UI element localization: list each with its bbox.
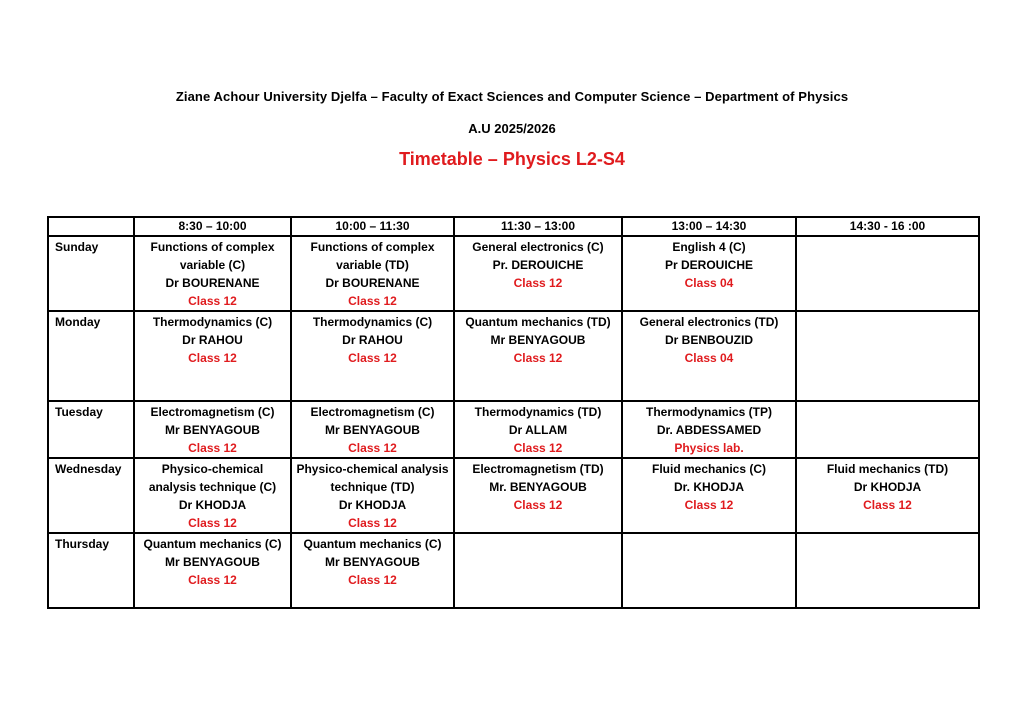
course-cell: [454, 401, 622, 458]
course-title: Thermodynamics (C): [312, 315, 433, 329]
course-cell: [796, 458, 979, 533]
course-title: Thermodynamics (TP): [645, 405, 773, 419]
teacher-name: Mr BENYAGOUB: [165, 555, 260, 569]
course-title: Electromagnetism (C): [310, 405, 435, 419]
teacher-name: Dr. ABDESSAMED: [656, 423, 762, 437]
course-title: Functions of complex variable (TD): [310, 240, 435, 272]
course-title: Thermodynamics (C): [152, 315, 273, 329]
course-cell: [291, 311, 454, 401]
table-row: [48, 236, 979, 311]
course-title: General electronics (TD): [639, 315, 779, 329]
course-title: Quantum mechanics (TD): [465, 315, 611, 329]
room-label: Class 12: [348, 516, 397, 530]
teacher-name: Pr. DEROUICHE: [492, 258, 584, 272]
room-label: Physics lab.: [674, 441, 744, 455]
room-label: Class 12: [188, 573, 237, 587]
course-cell: [622, 311, 796, 401]
course-title: General electronics (C): [472, 240, 604, 254]
course-cell: [454, 311, 622, 401]
room-label: Class 04: [684, 351, 734, 365]
course-cell: [291, 236, 454, 311]
room-label: Class 12: [188, 294, 237, 308]
empty-cell: [454, 533, 622, 608]
room-label: Class 12: [348, 441, 397, 455]
teacher-name: Mr BENYAGOUB: [325, 423, 420, 437]
room-label: Class 12: [188, 441, 237, 455]
corner-cell: [48, 217, 134, 236]
university-header: Ziane Achour University Djelfa – Faculty of Exact Sciences and Computer Science – Department of Physics: [175, 89, 849, 104]
course-title: Electromagnetism (TD): [472, 462, 604, 476]
course-title: Physico-chemical analysis technique (C): [148, 462, 277, 494]
timetable-body: [48, 236, 979, 608]
course-cell: [291, 458, 454, 533]
room-label: Class 04: [684, 276, 734, 290]
empty-cell: [796, 236, 979, 311]
room-label: Class 12: [348, 351, 397, 365]
room-label: Class 12: [513, 276, 563, 290]
teacher-name: Dr. KHODJA: [673, 480, 744, 494]
course-title: Fluid mechanics (C): [651, 462, 767, 476]
day-label: Tuesday: [48, 401, 134, 458]
course-title: Functions of complex variable (C): [150, 240, 275, 272]
course-title: English 4 (C): [672, 240, 746, 254]
time-slot-header: 11:30 – 13:00: [454, 217, 622, 236]
day-label: Wednesday: [48, 458, 134, 533]
table-row: [48, 533, 979, 608]
course-cell: [622, 236, 796, 311]
teacher-name: Dr BENBOUZID: [664, 333, 753, 347]
course-cell: [291, 533, 454, 608]
course-cell: [454, 236, 622, 311]
room-label: Class 12: [348, 294, 397, 308]
empty-cell: [796, 311, 979, 401]
teacher-name: Pr DEROUICHE: [664, 258, 753, 272]
teacher-name: Dr BOURENANE: [325, 276, 420, 290]
course-title: Thermodynamics (TD): [474, 405, 602, 419]
room-label: Class 12: [513, 351, 563, 365]
course-cell: [622, 401, 796, 458]
table-row: [48, 401, 979, 458]
teacher-name: Mr BENYAGOUB: [165, 423, 260, 437]
course-title: Electromagnetism (C): [150, 405, 275, 419]
course-cell: [291, 401, 454, 458]
teacher-name: Dr RAHOU: [342, 333, 403, 347]
room-label: Class 12: [513, 498, 563, 512]
room-label: Class 12: [188, 351, 237, 365]
teacher-name: Mr BENYAGOUB: [325, 555, 420, 569]
time-slot-header: 10:00 – 11:30: [291, 217, 454, 236]
table-row: [48, 458, 979, 533]
timetable: [47, 216, 980, 609]
course-cell: [134, 533, 291, 608]
teacher-name: Dr KHODJA: [853, 480, 922, 494]
time-slot-header: 13:00 – 14:30: [622, 217, 796, 236]
course-cell: [134, 401, 291, 458]
teacher-name: Mr. BENYAGOUB: [489, 480, 587, 494]
course-cell: [134, 236, 291, 311]
teacher-name: Dr BOURENANE: [165, 276, 260, 290]
timetable-title: Timetable – Physics L2-S4: [399, 149, 625, 169]
academic-year: A.U 2025/2026: [468, 121, 556, 136]
day-label: Monday: [48, 311, 134, 401]
teacher-name: Dr KHODJA: [338, 498, 407, 512]
course-title: Quantum mechanics (C): [303, 537, 442, 551]
day-label: Thursday: [48, 533, 134, 608]
room-label: Class 12: [684, 498, 734, 512]
course-title: Physico-chemical analysis technique (TD): [296, 462, 449, 494]
course-cell: [134, 311, 291, 401]
course-title: Fluid mechanics (TD): [826, 462, 949, 476]
time-header-row: [48, 217, 979, 236]
course-cell: [134, 458, 291, 533]
teacher-name: Dr KHODJA: [178, 498, 247, 512]
day-label: Sunday: [48, 236, 134, 311]
time-slot-header: 8:30 – 10:00: [134, 217, 291, 236]
time-slot-header: 14:30 - 16 :00: [796, 217, 979, 236]
teacher-name: Dr ALLAM: [508, 423, 568, 437]
room-label: Class 12: [863, 498, 912, 512]
course-title: Quantum mechanics (C): [143, 537, 282, 551]
course-cell: [622, 458, 796, 533]
empty-cell: [622, 533, 796, 608]
course-cell: [454, 458, 622, 533]
room-label: Class 12: [188, 516, 237, 530]
teacher-name: Mr BENYAGOUB: [490, 333, 586, 347]
empty-cell: [796, 533, 979, 608]
room-label: Class 12: [348, 573, 397, 587]
teacher-name: Dr RAHOU: [182, 333, 243, 347]
empty-cell: [796, 401, 979, 458]
room-label: Class 12: [513, 441, 563, 455]
table-row: [48, 311, 979, 401]
